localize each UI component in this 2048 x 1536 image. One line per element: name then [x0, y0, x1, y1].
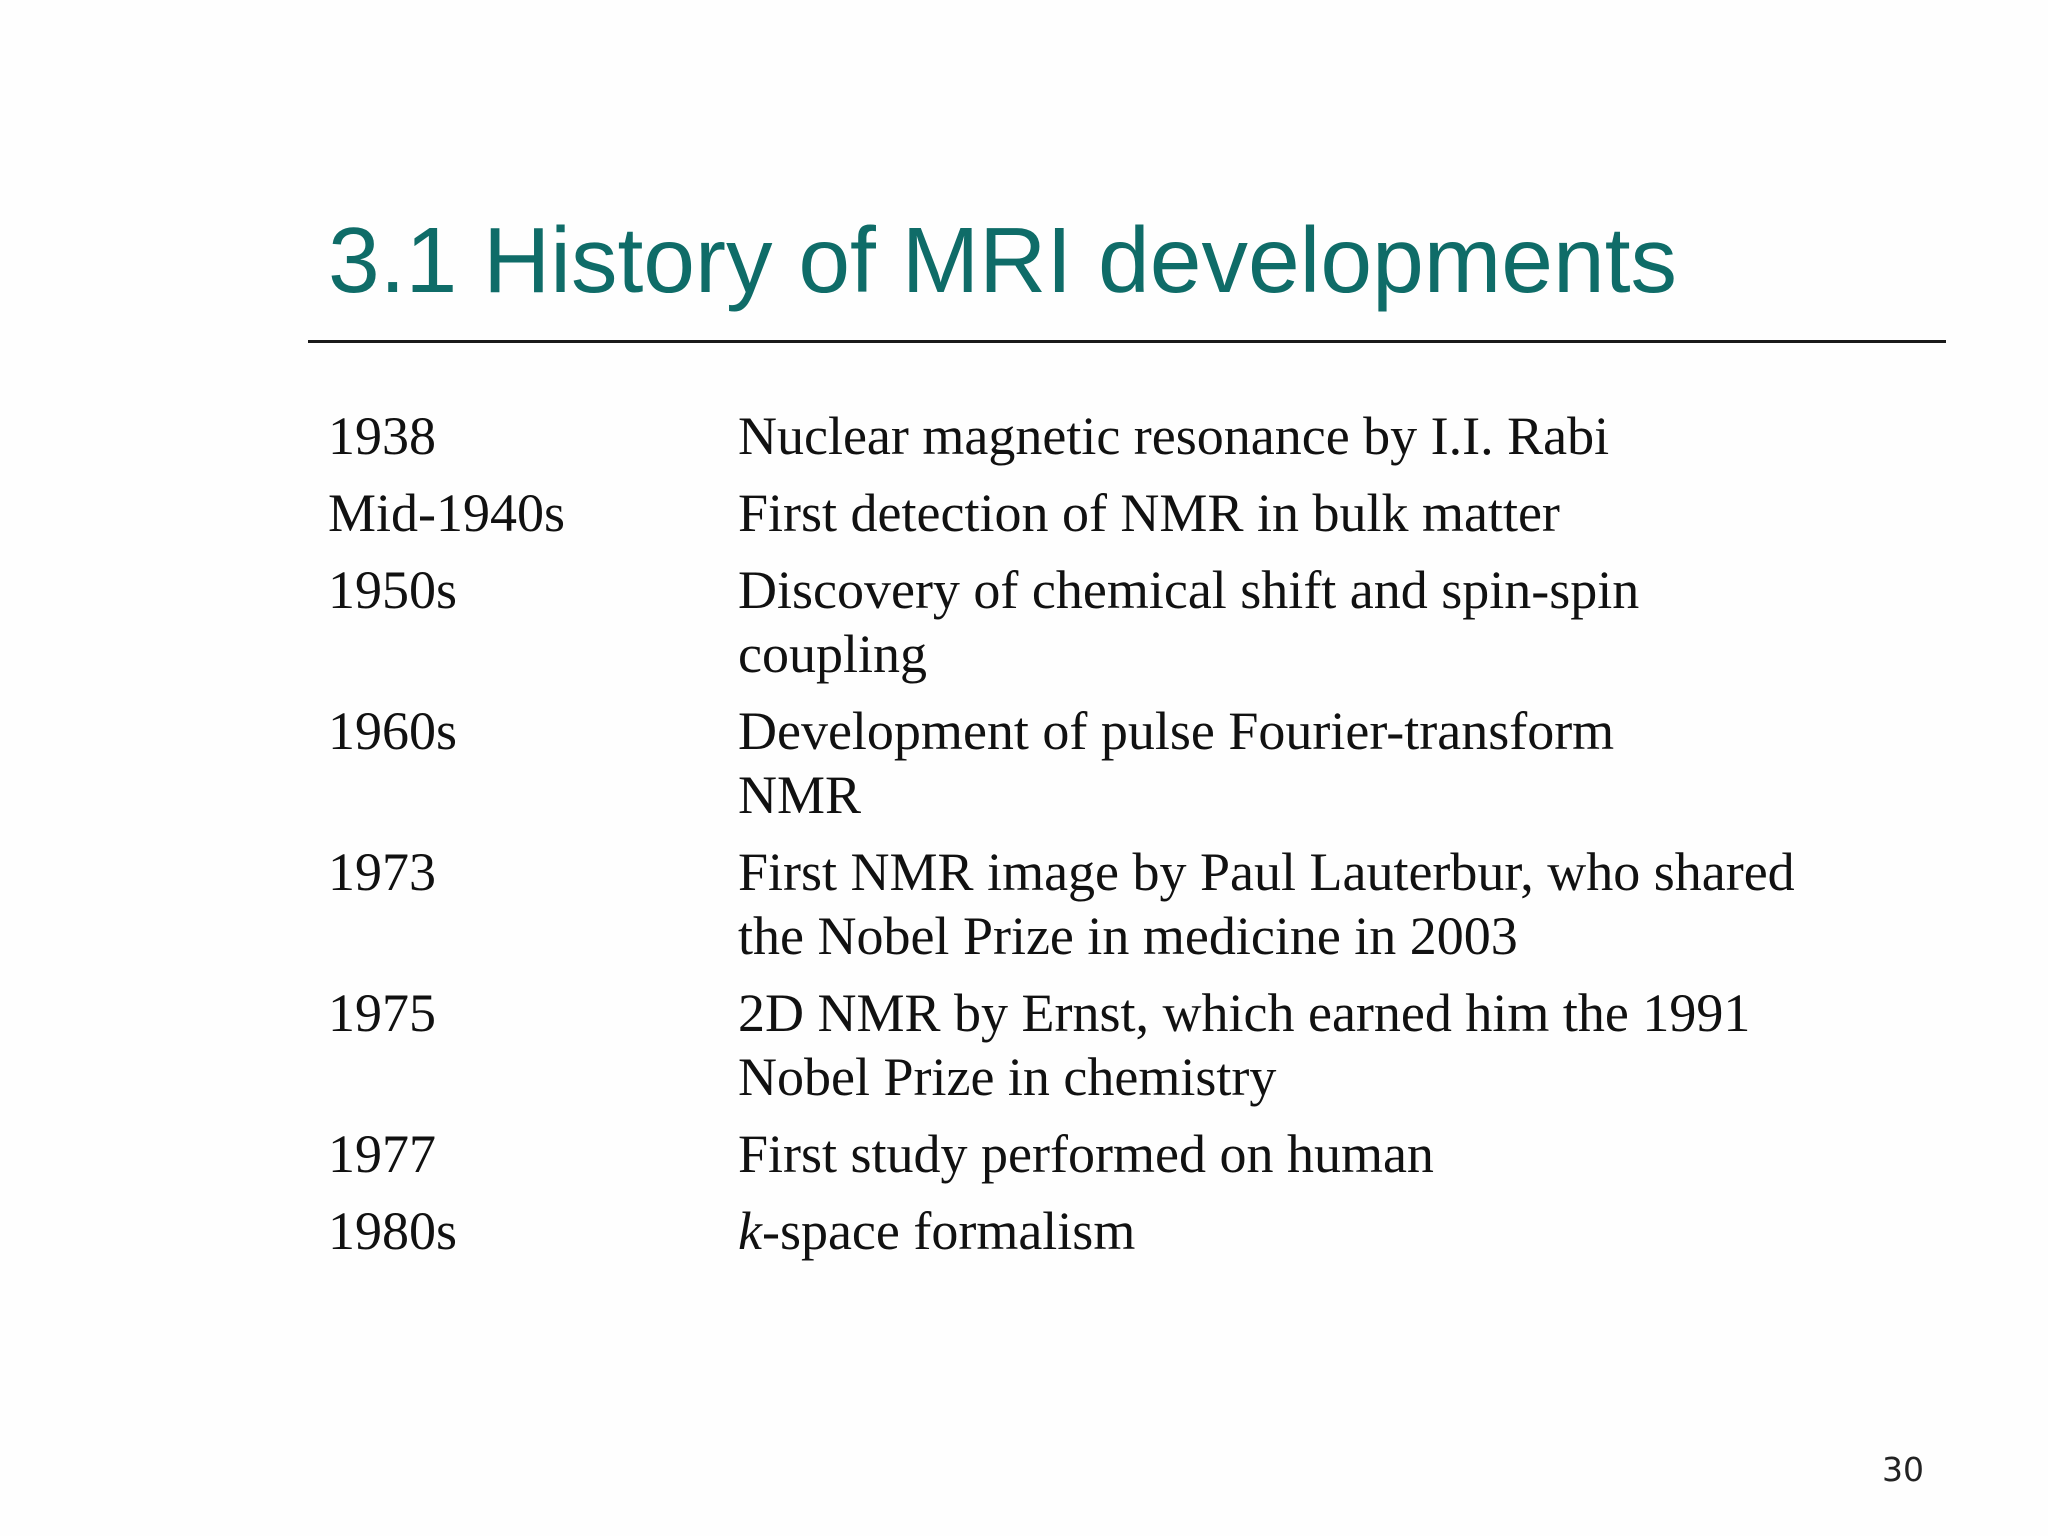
description-line: the Nobel Prize in medicine in 2003 [738, 906, 1518, 966]
timeline-row [328, 558, 1928, 686]
timeline-description [738, 840, 1928, 968]
timeline-description [738, 481, 1928, 545]
timeline-date: 1980s [328, 1201, 458, 1261]
description-line: First study performed on human [738, 1124, 1434, 1184]
timeline-table [328, 404, 1928, 1276]
title-divider [308, 340, 1946, 343]
description-rest: -space formalism [761, 1201, 1136, 1261]
timeline-description [738, 404, 1928, 468]
timeline-date: 1950s [328, 560, 458, 620]
timeline-description [738, 699, 1928, 827]
timeline-row [328, 1199, 1928, 1263]
description-line: First detection of NMR in bulk matter [738, 483, 1560, 543]
timeline-row [328, 981, 1928, 1109]
timeline-date: 1973 [328, 842, 436, 902]
description-line: coupling [738, 624, 927, 684]
timeline-date: 1960s [328, 701, 458, 761]
description-line [738, 1199, 1928, 1263]
description-line: NMR [738, 765, 862, 825]
page-number: 30 [1882, 1450, 1924, 1489]
timeline-description [738, 1199, 1928, 1263]
timeline-description [738, 1122, 1928, 1186]
timeline-date: 1977 [328, 1124, 436, 1184]
slide-title: 3.1 History of MRI developments [328, 208, 1678, 312]
timeline-date: 1975 [328, 983, 436, 1043]
timeline-description [738, 558, 1928, 686]
timeline-row [328, 1122, 1928, 1186]
timeline-date: 1938 [328, 406, 436, 466]
italic-k: k [738, 1201, 762, 1261]
timeline-row [328, 699, 1928, 827]
description-line: First NMR image by Paul Lauterbur, who shared [738, 842, 1795, 902]
timeline-date: Mid-1940s [328, 483, 566, 543]
description-line: 2D NMR by Ernst, which earned him the 1991 [738, 983, 1751, 1043]
timeline-row [328, 840, 1928, 968]
description-line: Development of pulse Fourier-transform [738, 701, 1615, 761]
timeline-row [328, 404, 1928, 468]
timeline-row [328, 481, 1928, 545]
description-line: Nobel Prize in chemistry [738, 1047, 1277, 1107]
description-line: Nuclear magnetic resonance by I.I. Rabi [738, 406, 1610, 466]
timeline-description [738, 981, 1928, 1109]
description-line: Discovery of chemical shift and spin-spin [738, 560, 1640, 620]
